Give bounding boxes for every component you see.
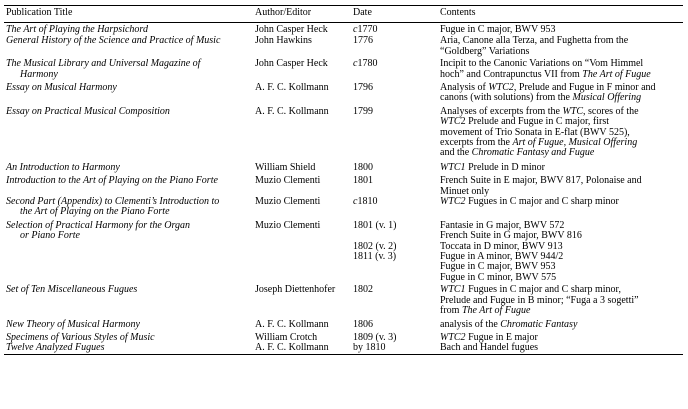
date-line	[353, 320, 437, 330]
author-editor	[255, 197, 351, 207]
date	[353, 25, 437, 35]
title-line: The Musical Library and Universal Magazine of	[6, 58, 201, 70]
date-line	[353, 252, 437, 262]
date	[353, 197, 437, 207]
bottom-rule	[4, 354, 683, 355]
contents-text: Prelude and Fugue in B minor; “Fuga a 3 sogetti”	[440, 294, 639, 306]
publication-title	[6, 59, 246, 80]
header-row	[4, 8, 683, 22]
title-line: the Art of Playing on the Piano Forte	[20, 206, 170, 218]
contents-line	[440, 320, 684, 330]
author-line: A. F. C. Kollmann	[255, 105, 329, 117]
date-value: 1810	[357, 195, 378, 207]
contents-text: , Prelude and Fugue in F minor and	[513, 81, 656, 93]
title-line: The Art of Playing the Harpsichord	[6, 24, 148, 35]
date-value	[353, 272, 356, 283]
contents-text: Fugues in C major and C sharp minor	[465, 195, 619, 207]
date-value: 1811 (v. 3)	[353, 250, 397, 262]
contents-line	[440, 343, 684, 353]
contents-line	[440, 197, 684, 207]
date-value: 1806	[353, 319, 373, 331]
contents-text: , scores of the	[583, 105, 639, 117]
work-title: WTC1	[440, 161, 466, 173]
publication-title	[6, 197, 246, 218]
contents-line	[440, 47, 684, 57]
contents-text: Analysis of	[440, 81, 489, 93]
contents-line	[440, 306, 684, 316]
author-editor	[255, 59, 351, 69]
contents-text: Prelude in D minor	[465, 161, 545, 173]
publication-title	[6, 176, 246, 186]
work-title: Musical Offering	[572, 92, 642, 104]
date-line	[353, 273, 437, 283]
author-editor	[255, 221, 351, 231]
contents-line	[440, 70, 684, 80]
author-line: William Crotch	[255, 331, 318, 343]
contents-line	[440, 93, 684, 103]
publication-title	[6, 83, 246, 93]
publications-table	[4, 5, 683, 355]
table-row	[4, 197, 683, 221]
contents-text: Bach and Handel fugues	[440, 342, 539, 354]
contents-text: from	[440, 304, 462, 316]
author-editor	[255, 36, 351, 46]
author-editor	[255, 343, 351, 353]
author-editor	[255, 83, 351, 93]
date-line	[353, 262, 437, 272]
publication-title	[6, 221, 246, 242]
circa-prefix: c	[353, 58, 358, 70]
work-title: The Art of Fugue	[461, 304, 531, 316]
date-line	[353, 59, 437, 69]
date-line	[353, 25, 437, 35]
header-rule	[4, 22, 683, 23]
author-line: A. F. C. Kollmann	[255, 342, 329, 354]
author-line: John Casper Heck	[255, 24, 328, 35]
publication-title	[6, 343, 246, 353]
header-contents: Contents	[440, 7, 476, 18]
contents-text: Aria, Canone alla Terza, and Fughetta from the	[440, 35, 629, 47]
date	[353, 176, 437, 186]
table-row	[4, 343, 683, 353]
date	[353, 221, 437, 283]
date-value: 1799	[353, 105, 373, 117]
title-line: Twelve Analyzed Fugues	[6, 342, 105, 354]
header-title: Publication Title	[6, 7, 73, 18]
title-line: Introduction to the Art of Playing on the Piano Forte	[6, 175, 218, 187]
table-row	[4, 59, 683, 83]
author-line: Joseph Diettenhofer	[255, 284, 336, 296]
author-editor	[255, 285, 351, 295]
publication-title	[6, 163, 246, 173]
date-value: 1800	[353, 161, 373, 173]
author-line: Muzio Clementi	[255, 195, 321, 207]
contents-line	[440, 25, 684, 35]
author-line: John Hawkins	[255, 35, 312, 47]
top-rule	[4, 5, 683, 6]
publication-title	[6, 107, 246, 117]
contents-text: Fugue in E major	[465, 331, 538, 343]
date-value: 1802 (v. 2)	[353, 240, 397, 252]
author-line: Muzio Clementi	[255, 219, 321, 231]
contents	[440, 59, 684, 80]
contents-text: and the	[440, 147, 472, 159]
contents	[440, 107, 684, 159]
contents-text: excerpts from the	[440, 137, 513, 148]
author-line: William Shield	[255, 161, 316, 173]
contents	[440, 285, 684, 316]
work-title: WTC2	[440, 331, 466, 343]
contents-text: Analyses of excerpts from the	[440, 105, 563, 117]
title-line: Essay on Musical Harmony	[6, 81, 117, 93]
header-author: Author/Editor	[255, 7, 312, 18]
table-row	[4, 320, 683, 332]
date-value	[353, 261, 356, 272]
contents-text: French Suite in E major, BWV 817, Polonaise and	[440, 175, 642, 187]
date-line	[353, 176, 437, 186]
date-line	[353, 163, 437, 173]
table-row	[4, 36, 683, 59]
date	[353, 107, 437, 117]
date-value: 1796	[353, 81, 373, 93]
contents	[440, 320, 684, 330]
contents-text: hoch” and Contrapunctus VII from	[440, 68, 583, 80]
contents-text: Fugue in C major, BWV 953	[440, 261, 556, 273]
table-body	[4, 25, 683, 354]
author-line: A. F. C. Kollmann	[255, 81, 329, 93]
table-row	[4, 176, 683, 197]
circa-prefix: c	[353, 195, 358, 207]
date-line	[353, 107, 437, 117]
date-value: 1780	[357, 58, 378, 70]
author-editor	[255, 176, 351, 186]
table-row	[4, 221, 683, 285]
contents	[440, 221, 684, 283]
work-title: Chromatic Fantasy and Fugue	[471, 147, 595, 159]
contents-text: Fugue in C minor, BWV 575	[440, 271, 557, 283]
date-value: by 1810	[353, 342, 386, 354]
table-row	[4, 285, 683, 320]
date-line	[353, 221, 437, 231]
date-value	[353, 230, 356, 241]
work-title: WTC1	[440, 284, 466, 296]
date-value: 1801	[353, 175, 373, 187]
publication-title	[6, 320, 246, 330]
author-editor	[255, 25, 351, 35]
contents	[440, 25, 684, 35]
contents-text: analysis of the	[440, 319, 501, 331]
contents-text: Fantasie in G major, BWV 572	[440, 219, 565, 231]
date-value: 1809 (v. 3)	[353, 331, 397, 343]
work-title: WTC2	[440, 195, 466, 207]
table-row	[4, 163, 683, 176]
contents-line	[440, 273, 684, 283]
author-line: Muzio Clementi	[255, 175, 321, 187]
date	[353, 320, 437, 330]
date	[353, 285, 437, 295]
title-line: Second Part (Appendix) to Clementi’s Introduction to	[6, 195, 220, 207]
contents-text: Fugue in A minor, BWV 944/2	[440, 250, 564, 262]
contents-text: French Suite in G major, BWV 816	[440, 230, 582, 242]
date-line	[353, 197, 437, 207]
contents-text: movement of Trio Sonata in E-flat (BWV 525),	[440, 126, 630, 138]
contents	[440, 197, 684, 207]
contents	[440, 163, 684, 173]
work-title: The Art of Fugue	[582, 68, 651, 80]
circa-prefix: c	[353, 24, 358, 35]
work-title: WTC	[562, 105, 584, 117]
contents	[440, 343, 684, 353]
table-row	[4, 83, 683, 107]
date-line	[353, 36, 437, 46]
publication-title	[6, 25, 246, 35]
table-row	[4, 107, 683, 163]
contents-text: Minuet only	[440, 185, 490, 197]
author-editor	[255, 163, 351, 173]
author-line: John Casper Heck	[255, 58, 328, 70]
author-editor	[255, 107, 351, 117]
work-title: WTC	[440, 116, 461, 128]
contents-text: Fugues in C major and C sharp minor,	[465, 284, 621, 296]
title-line: New Theory of Musical Harmony	[6, 319, 140, 331]
author-line: A. F. C. Kollmann	[255, 319, 329, 331]
date	[353, 36, 437, 46]
publication-title	[6, 285, 246, 295]
contents-text: “Goldberg” Variations	[440, 45, 530, 57]
title-line: Essay on Practical Musical Composition	[6, 105, 170, 117]
contents-text: 2 Prelude and Fugue in C major, first	[460, 116, 610, 128]
contents-text: canons (with solutions) from the	[440, 92, 573, 104]
work-title: WTC2	[488, 81, 514, 93]
work-title: Art of Fugue, Musical Offering	[512, 137, 638, 148]
date	[353, 83, 437, 93]
contents	[440, 36, 684, 57]
header-date: Date	[353, 7, 372, 18]
contents-line	[440, 163, 684, 173]
title-line: An Introduction to Harmony	[6, 161, 120, 173]
work-title: Chromatic Fantasy	[500, 319, 578, 331]
title-line: Specimens of Various Styles of Music	[6, 331, 155, 343]
author-editor	[255, 320, 351, 330]
title-line: Harmony	[20, 68, 58, 80]
date-value: 1801 (v. 1)	[353, 219, 397, 231]
title-line: Selection of Practical Harmony for the Organ	[6, 219, 191, 231]
date-line	[353, 83, 437, 93]
title-line: General History of the Science and Practice of Music	[6, 35, 221, 47]
table-row	[4, 333, 683, 343]
date-line	[353, 343, 437, 353]
contents-text: Fugue in C major, BWV 953	[440, 24, 556, 35]
publication-title	[6, 36, 246, 46]
date	[353, 343, 437, 353]
title-line: or Piano Forte	[20, 230, 80, 242]
contents	[440, 83, 684, 104]
title-line: Set of Ten Miscellaneous Fugues	[6, 284, 138, 296]
contents-line	[440, 148, 684, 158]
date-value: 1776	[353, 35, 373, 47]
contents-text: Incipit to the Canonic Variations on “Vom Himmel	[440, 58, 644, 70]
contents	[440, 176, 684, 197]
date-line	[353, 285, 437, 295]
contents-text: Toccata in D minor, BWV 913	[440, 240, 563, 252]
date-value: 1770	[357, 24, 378, 35]
date	[353, 59, 437, 69]
date	[353, 163, 437, 173]
date-value: 1802	[353, 284, 373, 296]
